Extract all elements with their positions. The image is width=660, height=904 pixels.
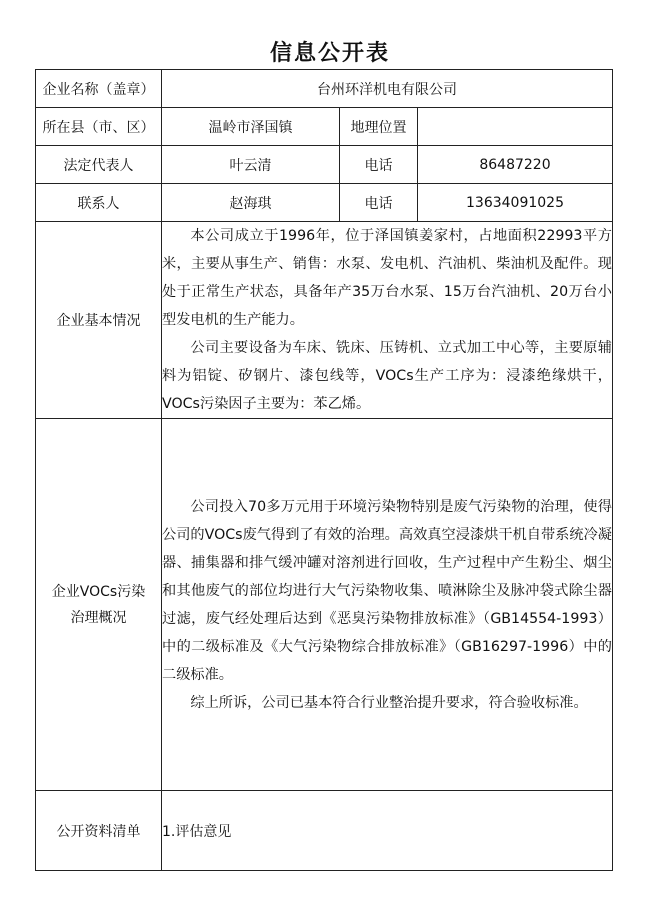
info-table bbox=[35, 69, 613, 871]
phone-value-2: 13634091025 bbox=[418, 184, 613, 222]
voc-paragraph: 综上所诉，公司已基本符合行业整治提升要求，符合验收标准。 bbox=[190, 694, 588, 711]
voc-label-line1: 企业VOCs污染 bbox=[51, 583, 146, 600]
basic-info-label: 企业基本情况 bbox=[36, 222, 162, 419]
row-county bbox=[36, 108, 613, 146]
public-list-item: 1.评估意见 bbox=[162, 791, 613, 871]
voc-label bbox=[36, 419, 162, 791]
legal-rep-value: 叶云清 bbox=[162, 146, 340, 184]
county-value: 温岭市泽国镇 bbox=[162, 108, 340, 146]
voc-paragraph: 公司投入70多万元用于环境污染物特别是废气污染物的治理，使得公司的VOCs废气得到了有效的治理。高效真空浸漆烘干机自带系统冷凝器、捕集器和排气缓冲罐对溶剂进行回收，生产过程中产生粉尘、烟尘和其他废气的部位均进行大气污染物收集、喷淋除尘及脉冲袋式除尘器过滤，废气经处理后达到《恶臭污染物排放标准》（GB14554-1993）中的二级标准及《大气污染物综合排放标准》（GB16297-1996）中的二级标准。 bbox=[162, 498, 612, 683]
county-label: 所在县（市、区） bbox=[36, 108, 162, 146]
legal-rep-label: 法定代表人 bbox=[36, 146, 162, 184]
voc-content bbox=[162, 419, 613, 791]
row-legal-rep bbox=[36, 146, 613, 184]
location-label: 地理位置 bbox=[340, 108, 418, 146]
row-basic-info bbox=[36, 222, 613, 419]
location-value bbox=[418, 108, 613, 146]
basic-info-paragraph: 本公司成立于1996年，位于泽国镇姜家村，占地面积22993平方米，主要从事生产、销售：水泵、发电机、汽油机、柴油机及配件。现处于正常生产状态，具备年产35万台水泵、15万台汽油机、20万台小型发电机的生产能力。 bbox=[162, 228, 612, 328]
phone-label-2: 电话 bbox=[340, 184, 418, 222]
company-name-value: 台州环洋机电有限公司 bbox=[162, 70, 613, 108]
phone-label-1: 电话 bbox=[340, 146, 418, 184]
voc-label-line2: 治理概况 bbox=[70, 609, 127, 626]
row-voc bbox=[36, 419, 613, 791]
page-title: 信息公开表 bbox=[269, 41, 390, 66]
row-public-list bbox=[36, 791, 613, 871]
contact-label: 联系人 bbox=[36, 184, 162, 222]
phone-value-1: 86487220 bbox=[418, 146, 613, 184]
basic-info-paragraph: 公司主要设备为车床、铣床、压铸机、立式加工中心等，主要原辅料为铝锭、矽钢片、漆包线等，VOCs生产工序为：浸漆绝缘烘干，VOCs污染因子主要为：苯乙烯。 bbox=[162, 340, 612, 412]
row-contact bbox=[36, 184, 613, 222]
row-company-name bbox=[36, 70, 613, 108]
basic-info-content bbox=[162, 222, 613, 419]
contact-value: 赵海琪 bbox=[162, 184, 340, 222]
public-list-label: 公开资料清单 bbox=[36, 791, 162, 871]
company-name-label: 企业名称（盖章） bbox=[36, 70, 162, 108]
